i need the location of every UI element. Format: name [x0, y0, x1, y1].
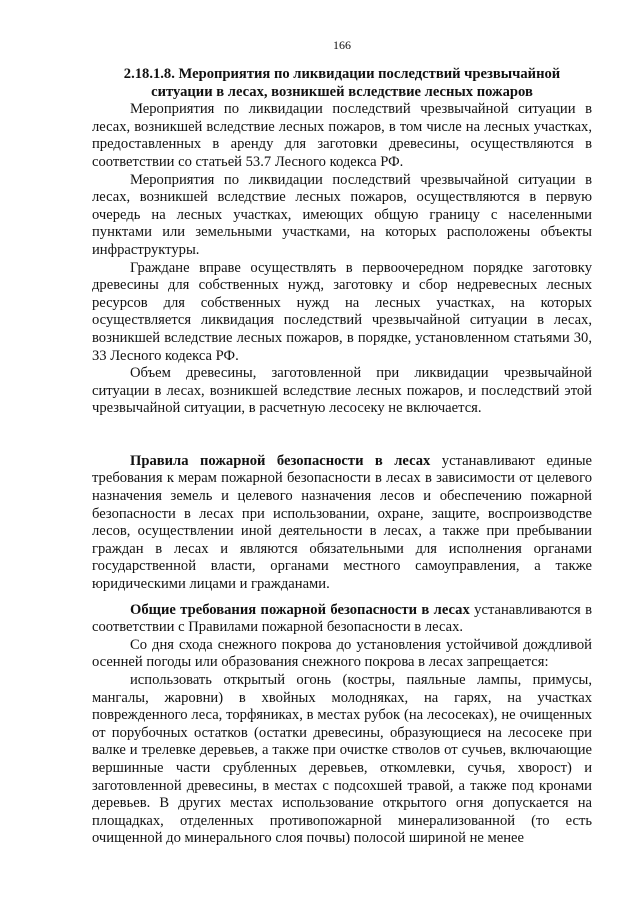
- paragraph-3: Граждане вправе осуществлять в первоочередном порядке заготовку древесины для собственных нужд, заготовку и сбор недревесных лесных ресурсов для собственных нужд на лесных участках, на которых осуществляется ликвидация последствий чрезвычайной ситуации в лесах, возникшей вследствие лесных пожаров, в порядке, установленном статьями 30, 33 Лесного кодекса РФ.: [92, 259, 592, 364]
- paragraph-1: Мероприятия по ликвидации последствий чрезвычайной ситуации в лесах, возникшей вследствие лесных пожаров, в том числе на лесных участках, предоставленных в аренду для заготовки древесины, осуществляются в соответствии со статьей 53.7 Лесного кодекса РФ.: [92, 101, 592, 170]
- rules-paragraph: [92, 453, 592, 594]
- prohibition-item: использовать открытый огонь (костры, паяльные лампы, примусы, мангалы, жаровни) в хвойных молодняках, на гарях, на участках поврежденного леса, торфяниках, в местах рубок (на лесосеках), не очищенных от порубочных остатков (остатки древесины, образующиеся на лесосеке при валке и трелевке деревьев, а также при очистке стволов от сучьев, включающие вершинные части срубленных деревьев, откомлевки, сучья, хворост) и заготовленной древесины, в местах с подсохшей травой, а также под кронами деревьев. В других местах использование открытого огня допускается на площадках, отделенных противопожарной минерализованной (то есть очищенной до минерального слоя почвы) полосой шириной не менее: [92, 672, 592, 847]
- general-paragraph-text: устанавливаются в соответствии с Правилами пожарной безопасности в лесах.: [92, 601, 592, 636]
- prohibition-intro: Со дня схода снежного покрова до установления устойчивой дождливой осенней погоды или образования снежного покрова в лесах запрещается:: [92, 636, 592, 671]
- document-page: [92, 38, 592, 848]
- section-gap: [92, 418, 592, 453]
- general-paragraph-bold: Общие требования пожарной безопасности в лесах: [130, 601, 470, 618]
- general-paragraph: [92, 602, 592, 637]
- page-number: 166: [333, 38, 351, 52]
- paragraph-2: Мероприятия по ликвидации последствий чрезвычайной ситуации в лесах, возникшей вследствие лесных пожаров, осуществляются в первую очередь на лесных участках, имеющих общую границу с населенными пунктами или земельными участками, на которых расположены объекты инфраструктуры.: [92, 171, 592, 258]
- paragraph-gap: [92, 594, 592, 602]
- section-heading: 2.18.1.8. Мероприятия по ликвидации последствий чрезвычайной ситуации в лесах, возникшей вследствие лесных пожаров: [123, 66, 561, 100]
- rules-paragraph-text: устанавливают единые требования к мерам пожарной безопасности в лесах в зависимости от целевого назначения земель и целевого назначения лесов и обеспечению пожарной безопасности в лесах при использовании, охране, защите, воспроизводстве лесов, осуществлении иной деятельности в лесах, а также при пребывании граждан в лесах и являются обязательными для исполнения органами государственной власти, органами местного самоуправления, а также юридическими лицами и гражданами.: [92, 452, 592, 593]
- rules-paragraph-bold: Правила пожарной безопасности в лесах: [130, 452, 431, 469]
- paragraph-4: Объем древесины, заготовленной при ликвидации чрезвычайной ситуации в лесах, возникшей вследствие лесных пожаров, и последствий этой чрезвычайной ситуации, в расчетную лесосеку не включается.: [92, 365, 592, 417]
